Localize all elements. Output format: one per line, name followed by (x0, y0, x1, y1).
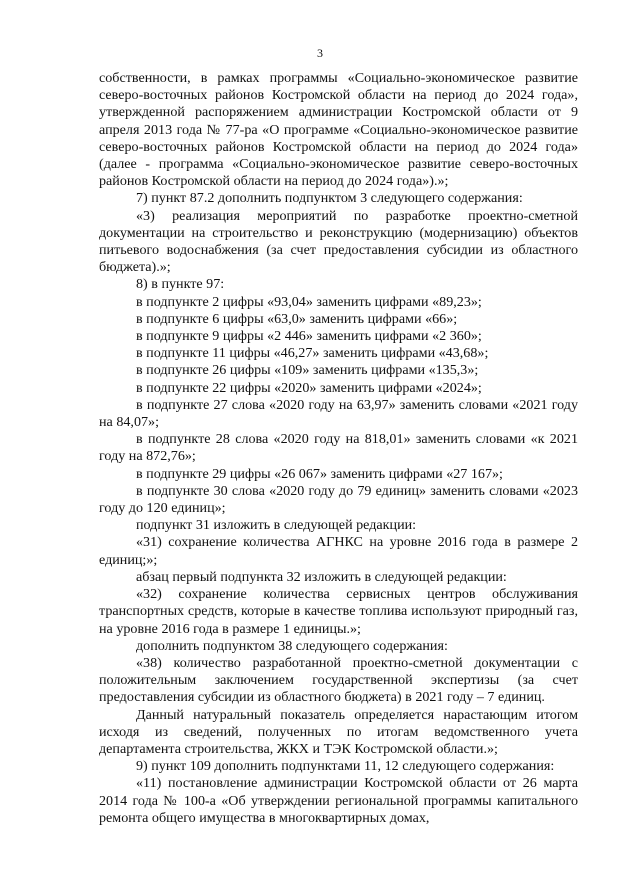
paragraph: в подпункте 22 цифры «2020» заменить цифрами «2024»; (136, 379, 482, 396)
paragraph: «11) постановление администрации Костромской области от 26 марта 2014 года № 100-а «Об утверждении региональной программы капитального ремонта общего имущества в многоквартирных домах, (99, 775, 578, 826)
paragraph: в подпункте 9 цифры «2 446» заменить цифрами «2 360»; (136, 328, 482, 345)
page-number: 3 (317, 46, 323, 60)
paragraph: в подпункте 6 цифры «63,0» заменить цифрами «66»; (136, 310, 458, 327)
paragraph: в подпункте 27 слова «2020 году на 63,97» заменить словами «2021 году на 84,07»; (99, 396, 578, 431)
document-body (99, 70, 578, 827)
paragraph: Данный натуральный показатель определяется нарастающим итогом исходя из сведений, полученных по итогам ведомственного учета департамента строительства, ЖКХ и ТЭК Костромской области.»; (99, 706, 578, 757)
paragraph: в подпункте 28 слова «2020 году на 818,01» заменить словами «к 2021 году на 872,76»; (99, 431, 578, 465)
paragraph: «32) сохранение количества сервисных центров обслуживания транспортных средств, которые в качестве топлива используют природный газ, на уровне 2016 года в размере 1 единицы.»; (99, 586, 578, 637)
paragraph: в подпункте 2 цифры «93,04» заменить цифрами «89,23»; (136, 293, 482, 310)
paragraph: «31) сохранение количества АГНКС на уровне 2016 года в размере 2 единиц;»; (99, 534, 578, 568)
paragraph: «38) количество разработанной проектно-сметной документации с положительным заключением государственной экспертизы (за счет предоставления субсидии из областного бюджета) в 2021 году – 7 единиц. (99, 654, 578, 706)
paragraph: в подпункте 30 слова «2020 году до 79 единиц» заменить словами «2023 году до 120 единиц»; (99, 482, 578, 517)
paragraph: в подпункте 29 цифры «26 067» заменить цифрами «27 167»; (136, 465, 503, 482)
paragraph: в подпункте 11 цифры «46,27» заменить цифрами «43,68»; (136, 345, 489, 362)
paragraph: абзац первый подпункта 32 изложить в следующей редакции: (136, 568, 507, 585)
paragraph: «3) реализация мероприятий по разработке проектно-сметной документации на строительство и реконструкцию (модернизацию) объектов питьевого водоснабжения (за счет предоставления субсидии из областного бюджета).»; (99, 207, 578, 276)
paragraph: собственности, в рамках программы «Социально-экономическое развитие северо-восточных районов Костромской области на период до 2024 года», утвержденной распоряжением администрации Костромской области от 9 апреля 2013 года № 77-ра «О программе «Социально-экономическое развитие северо-восточных районов Костромской области на период до 2024 года» (далее - программа «Социально-экономическое развитие северо-восточных районов Костромской области на период до 2024 года»).»; (99, 70, 578, 190)
paragraph: 8) в пункте 97: (136, 276, 225, 293)
paragraph: подпункт 31 изложить в следующей редакции: (136, 517, 417, 534)
paragraph: 7) пункт 87.2 дополнить подпунктом 3 следующего содержания: (136, 190, 523, 207)
paragraph: 9) пункт 109 дополнить подпунктами 11, 12 следующего содержания: (136, 758, 555, 775)
paragraph: дополнить подпунктом 38 следующего содержания: (136, 637, 448, 654)
paragraph: в подпункте 26 цифры «109» заменить цифрами «135,3»; (136, 362, 479, 379)
